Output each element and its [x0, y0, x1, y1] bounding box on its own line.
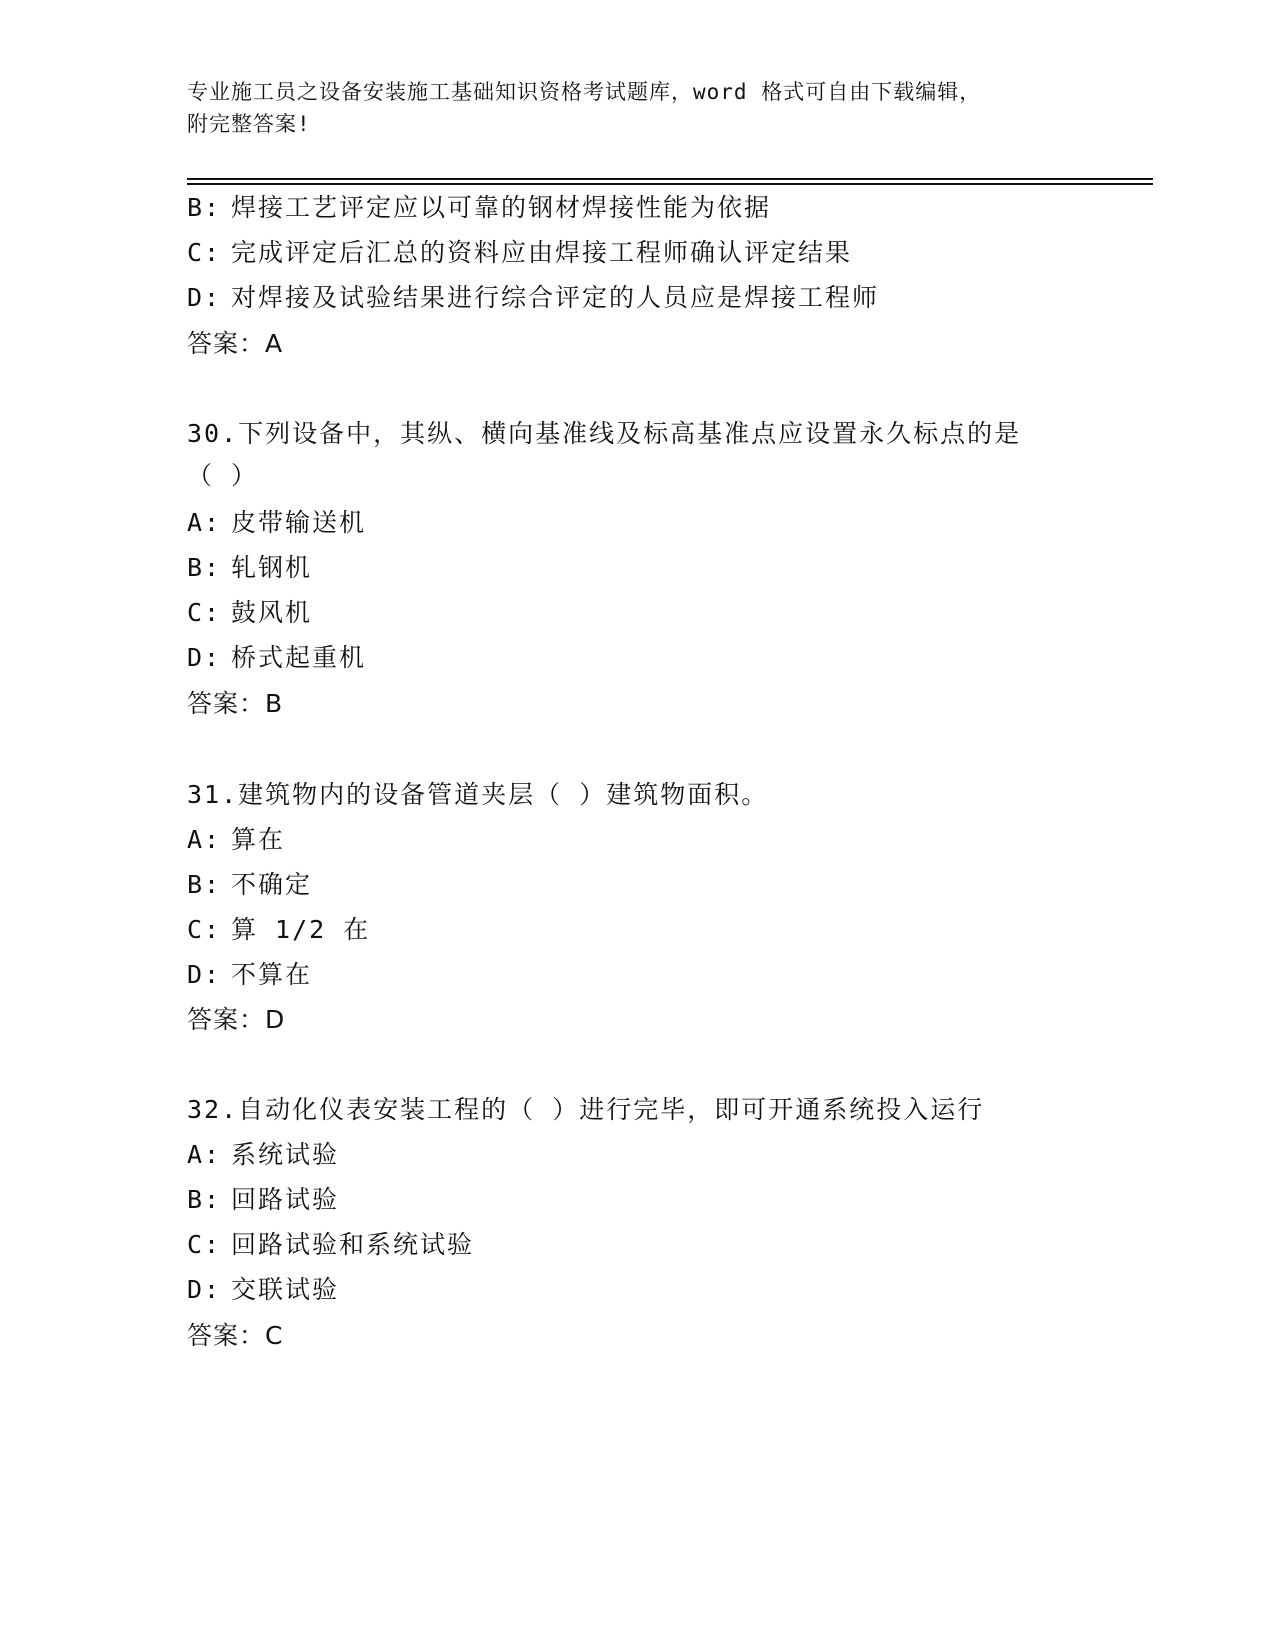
q31-answer: 答案：D [187, 1005, 286, 1034]
option-letter: C: [187, 598, 222, 627]
q32-option-b [187, 1184, 339, 1216]
q31-option-b [187, 869, 312, 901]
q31-stem-line-1: 31.建筑物内的设备管道夹层（ ）建筑物面积。 [187, 780, 769, 809]
q30-option-c [187, 597, 312, 629]
q30-option-a [187, 507, 366, 539]
option-letter: B: [187, 870, 222, 899]
q32-answer: 答案：C [187, 1321, 284, 1350]
option-text: 对焊接及试验结果进行综合评定的人员应是焊接工程师 [231, 283, 880, 312]
q31-option-a [187, 824, 285, 856]
option-text: 不确定 [231, 870, 313, 899]
q32-option-c [187, 1229, 474, 1261]
q31-option-c [187, 914, 370, 946]
option-letter: A: [187, 825, 222, 854]
q30-answer: 答案：B [187, 689, 284, 718]
q32-stem-line-1: 32.自动化仪表安装工程的（ ）进行完毕，即可开通系统投入运行 [187, 1095, 985, 1124]
option-letter: C: [187, 1230, 222, 1259]
option-letter: B: [187, 1185, 222, 1214]
prev-option-d [187, 282, 879, 314]
option-letter: B: [187, 193, 222, 222]
document-header [187, 76, 1087, 140]
option-text: 轧钢机 [231, 553, 313, 582]
option-letter: D: [187, 643, 222, 672]
option-text: 回路试验 [231, 1185, 340, 1214]
option-letter: D: [187, 283, 222, 312]
option-text: 回路试验和系统试验 [231, 1230, 475, 1259]
option-letter: C: [187, 238, 222, 267]
option-letter: A: [187, 508, 222, 537]
q30-stem-line-1: 30.下列设备中，其纵、横向基准线及标高基准点应设置永久标点的是 [187, 419, 1022, 448]
option-text: 不算在 [231, 960, 313, 989]
option-text: 鼓风机 [231, 598, 313, 627]
option-text: 算在 [231, 825, 286, 854]
prev-answer: 答案：A [187, 329, 284, 358]
option-text: 交联试验 [231, 1275, 340, 1304]
option-letter: C: [187, 915, 222, 944]
option-text: 算 1/2 在 [231, 915, 371, 944]
q30-stem-line-2: （ ） [187, 461, 259, 490]
q31-option-d [187, 959, 312, 991]
q30-option-b [187, 552, 312, 584]
option-letter: B: [187, 553, 222, 582]
prev-option-b [187, 192, 771, 224]
header-line-2: 附完整答案! [187, 112, 311, 136]
option-text: 桥式起重机 [231, 643, 367, 672]
option-text: 皮带输送机 [231, 508, 367, 537]
option-letter: D: [187, 960, 222, 989]
q32-option-a [187, 1139, 339, 1171]
option-letter: A: [187, 1140, 222, 1169]
header-divider-bottom [187, 183, 1153, 185]
option-text: 完成评定后汇总的资料应由焊接工程师确认评定结果 [231, 238, 853, 267]
option-letter: D: [187, 1275, 222, 1304]
q32-option-d [187, 1274, 339, 1306]
q30-option-d [187, 642, 366, 674]
header-divider-top [187, 178, 1153, 180]
header-line-1: 专业施工员之设备安装施工基础知识资格考试题库，word 格式可自由下载编辑， [187, 80, 982, 104]
option-text: 焊接工艺评定应以可靠的钢材焊接性能为依据 [231, 193, 772, 222]
option-text: 系统试验 [231, 1140, 340, 1169]
prev-option-c [187, 237, 852, 269]
